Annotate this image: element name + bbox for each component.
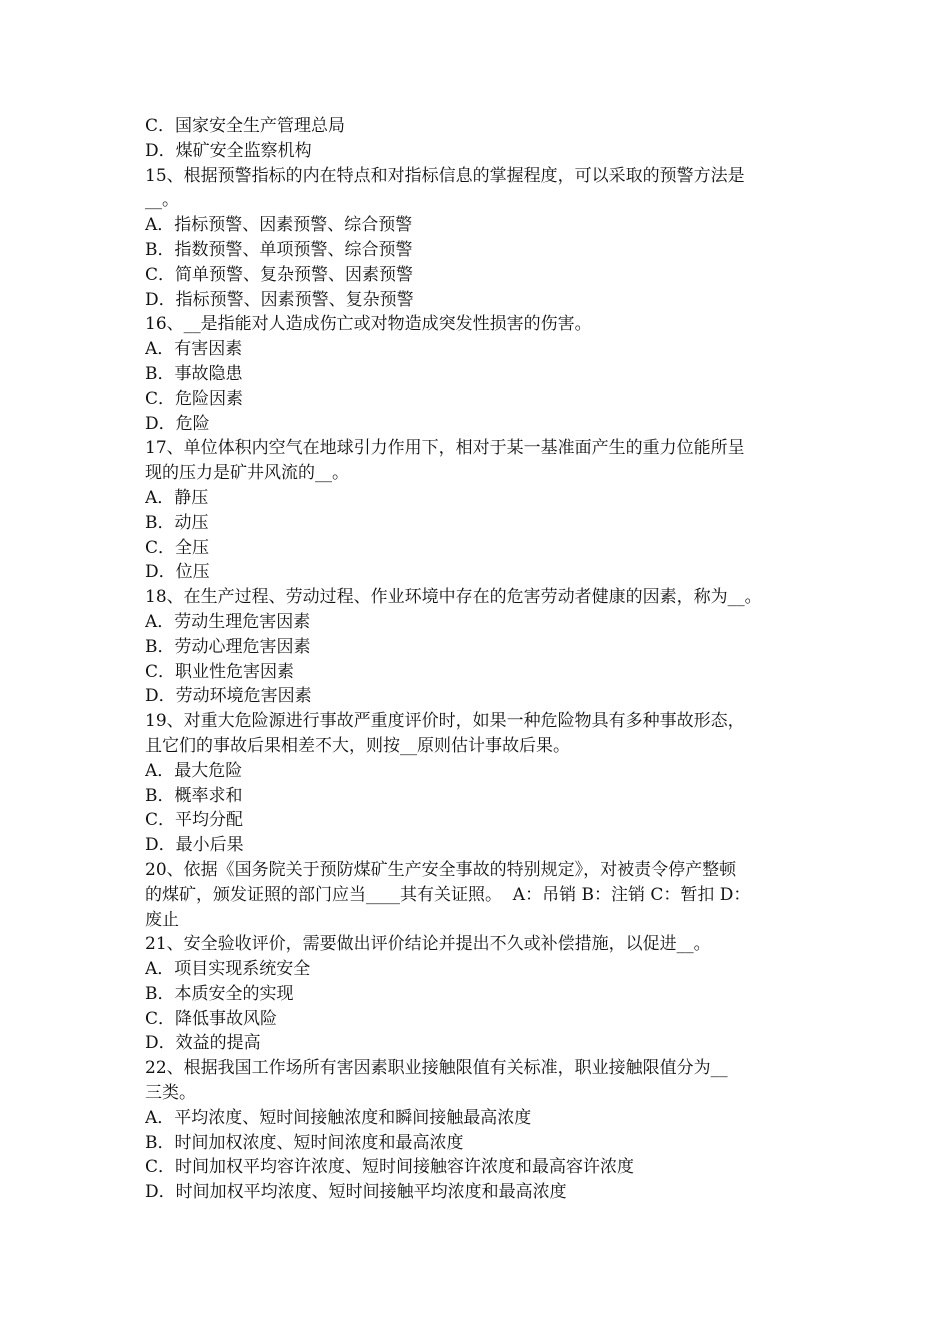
option-line: D．位压 [145,562,210,583]
option-line: A．静压 [145,487,209,508]
question-line: 现的压力是矿井风流的__。 [145,463,349,484]
question-line: __。 [145,190,179,211]
option-line: B．事故隐患 [145,363,243,384]
option-line: A．项目实现系统安全 [145,959,311,980]
option-line: D．最小后果 [145,835,244,856]
question-line: 19、对重大危险源进行事故严重度评价时，如果一种危险物具有多种事故形态， [145,711,745,732]
option-line: A．平均浓度、短时间接触浓度和瞬间接触最高浓度 [145,1107,532,1128]
question-line: 15、根据预警指标的内在特点和对指标信息的掌握程度，可以采取的预警方法是 [145,165,745,186]
option-line: B．概率求和 [145,785,243,806]
question-line: 20、依据《国务院关于预防煤矿生产安全事故的特别规定》，对被责令停产整顿 [145,859,737,880]
option-line: D．指标预警、因素预警、复杂预警 [145,289,414,310]
option-line: A．最大危险 [145,760,243,781]
option-line: D．煤矿安全监察机构 [145,140,312,161]
option-line: A．指标预警、因素预警、综合预警 [145,215,413,236]
option-line: B．时间加权浓度、短时间浓度和最高浓度 [145,1132,464,1153]
option-line: C．全压 [145,537,210,558]
question-line: 17、单位体积内空气在地球引力作用下，相对于某一基准面产生的重力位能所呈 [145,438,745,459]
option-line: D．时间加权平均浓度、短时间接触平均浓度和最高浓度 [145,1182,567,1203]
option-line: C．降低事故风险 [145,1008,278,1029]
option-line: B．劳动心理危害因素 [145,636,311,657]
question-line: 废止 [145,909,179,930]
option-line: D．危险 [145,413,210,434]
option-line: C．危险因素 [145,388,244,409]
option-line: C．国家安全生产管理总局 [145,116,346,136]
question-line: 21、安全验收评价，需要做出评价结论并提出不久或补偿措施，以促进__。 [145,934,711,955]
option-line: A．有害因素 [145,339,243,360]
option-line: C．职业性危害因素 [145,661,295,682]
question-line: 三类。 [145,1083,196,1104]
option-line: C．简单预警、复杂预警、因素预警 [145,264,414,285]
question-line: 16、__是指能对人造成伤亡或对物造成突发性损害的伤害。 [145,314,592,335]
option-line: D．劳动环境危害因素 [145,686,312,707]
option-line: B．本质安全的实现 [145,983,294,1004]
option-line: B．指数预警、单项预警、综合预警 [145,239,413,260]
document-page [145,114,810,1205]
question-line: 18、在生产过程、劳动过程、作业环境中存在的危害劳动者健康的因素，称为__。 [145,587,762,608]
question-line: 的煤矿，颁发证照的部门应当____其有关证照。 A：吊销 B：注销 C：暂扣 D： [145,884,751,905]
question-line: 且它们的事故后果相差不大，则按__原则估计事故后果。 [145,735,570,756]
question-line: 22、根据我国工作场所有害因素职业接触限值有关标准，职业接触限值分为__ [145,1058,728,1079]
option-line: D．效益的提高 [145,1033,261,1054]
option-line: A．劳动生理危害因素 [145,611,311,632]
option-line: C．时间加权平均容许浓度、短时间接触容许浓度和最高容许浓度 [145,1157,635,1178]
option-line: B．动压 [145,512,209,533]
option-line: C．平均分配 [145,810,244,831]
